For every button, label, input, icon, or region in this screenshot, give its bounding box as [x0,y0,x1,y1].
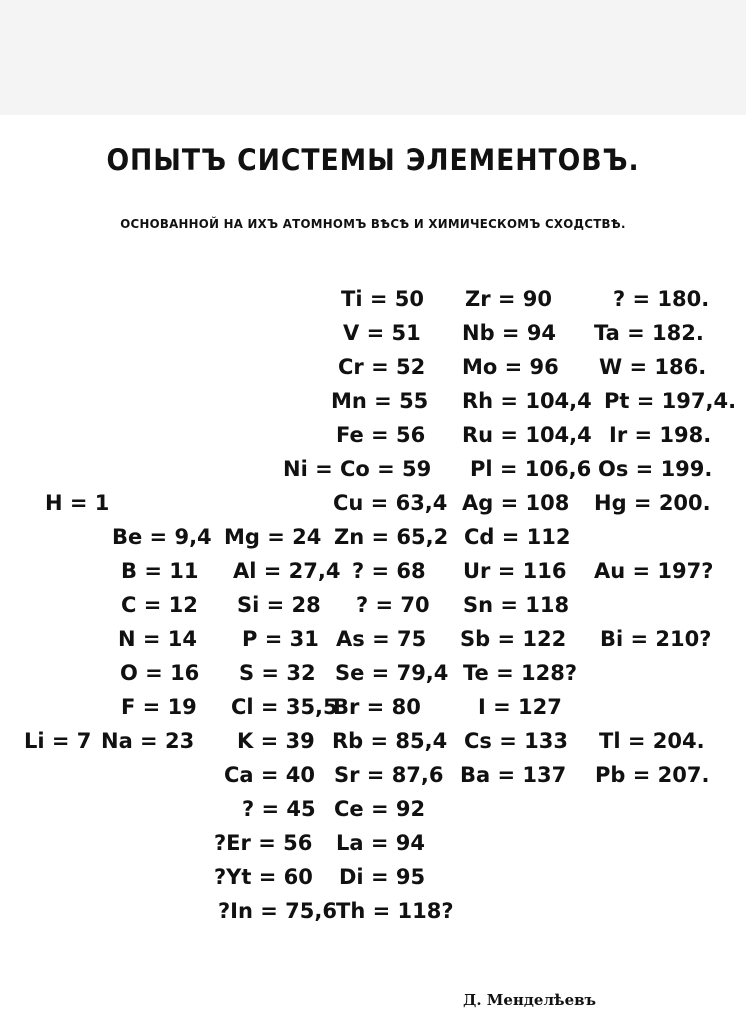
element-entry: Ce = 92 [334,797,426,821]
element-entry: Cs = 133 [464,729,568,753]
screen-top-band [0,0,746,115]
document-title: ОПЫТЪ СИСТЕМЫ ЭЛЕМЕНТОВЪ. [106,143,640,177]
element-entry: Ir = 198. [609,423,712,447]
element-entry: Mg = 24 [224,525,322,549]
element-entry: Nb = 94 [462,321,557,345]
element-entry: As = 75 [336,627,427,651]
element-entry: Se = 79,4 [335,661,449,685]
element-entry: F = 19 [121,695,197,719]
element-entry: Ru = 104,4 [462,423,592,447]
element-entry: Ag = 108 [462,491,570,515]
element-entry: Ni = Co = 59 [283,457,432,481]
element-entry: Au = 197? [594,559,714,583]
element-entry: S = 32 [239,661,316,685]
element-entry: Sr = 87,6 [334,763,444,787]
element-entry: Ta = 182. [594,321,704,345]
element-entry: Mo = 96 [462,355,559,379]
element-entry: N = 14 [118,627,198,651]
element-entry: W = 186. [599,355,707,379]
element-entry: Pb = 207. [595,763,710,787]
element-entry: P = 31 [242,627,319,651]
element-entry: Ca = 40 [224,763,316,787]
element-entry: Rh = 104,4 [462,389,592,413]
element-entry: Si = 28 [237,593,321,617]
element-entry: Na = 23 [101,729,195,753]
element-entry: Te = 128? [463,661,578,685]
element-entry: Bi = 210? [600,627,712,651]
element-entry: Cu = 63,4 [333,491,448,515]
periodic-table-document [0,115,746,1024]
element-entry: Os = 199. [598,457,713,481]
element-entry: Ba = 137 [460,763,567,787]
element-entry: H = 1 [45,491,110,515]
element-entry: ?In = 75,6 [218,899,337,923]
element-entry: Cr = 52 [338,355,426,379]
document-subtitle: ОСНОВАННОЙ НА ИХЪ АТОМНОМЪ ВѢСѢ И ХИМИЧЕСКОМЪ СХОДСТВѢ. [120,217,626,231]
element-entry: ?Yt = 60 [214,865,313,889]
element-entry: V = 51 [343,321,421,345]
element-entry: Be = 9,4 [112,525,212,549]
element-entry: ?Er = 56 [214,831,313,855]
element-entry: Cd = 112 [464,525,571,549]
element-entry: Ur = 116 [463,559,567,583]
element-entry: Li = 7 [24,729,92,753]
element-entry: K = 39 [237,729,315,753]
element-entry: Rb = 85,4 [332,729,448,753]
element-entry: Di = 95 [339,865,426,889]
element-entry: Tl = 204. [599,729,705,753]
element-entry: Sn = 118 [463,593,570,617]
element-entry: Br = 80 [333,695,421,719]
element-entry: La = 94 [336,831,425,855]
element-entry: ? = 70 [356,593,430,617]
element-entry: Mn = 55 [331,389,429,413]
element-entry: Fe = 56 [336,423,426,447]
element-entry: Ti = 50 [341,287,424,311]
element-entry: Zr = 90 [465,287,553,311]
element-entry: Pt = 197,4. [604,389,737,413]
element-entry: Al = 27,4 [233,559,341,583]
element-entry: B = 11 [121,559,199,583]
element-entry: I = 127 [478,695,562,719]
author-signature: Д. Менделѣевъ [463,991,597,1009]
element-entry: ? = 68 [352,559,426,583]
element-entry: Hg = 200. [594,491,711,515]
element-entry: O = 16 [120,661,200,685]
element-entry: ? = 45 [242,797,316,821]
element-entry: Pl = 106,6 [470,457,592,481]
element-entry: Th = 118? [336,899,454,923]
element-entry: ? = 180. [613,287,710,311]
element-entry: Zn = 65,2 [334,525,449,549]
element-entry: Cl = 35,5 [231,695,338,719]
element-entry: C = 12 [121,593,198,617]
element-entry: Sb = 122 [460,627,567,651]
